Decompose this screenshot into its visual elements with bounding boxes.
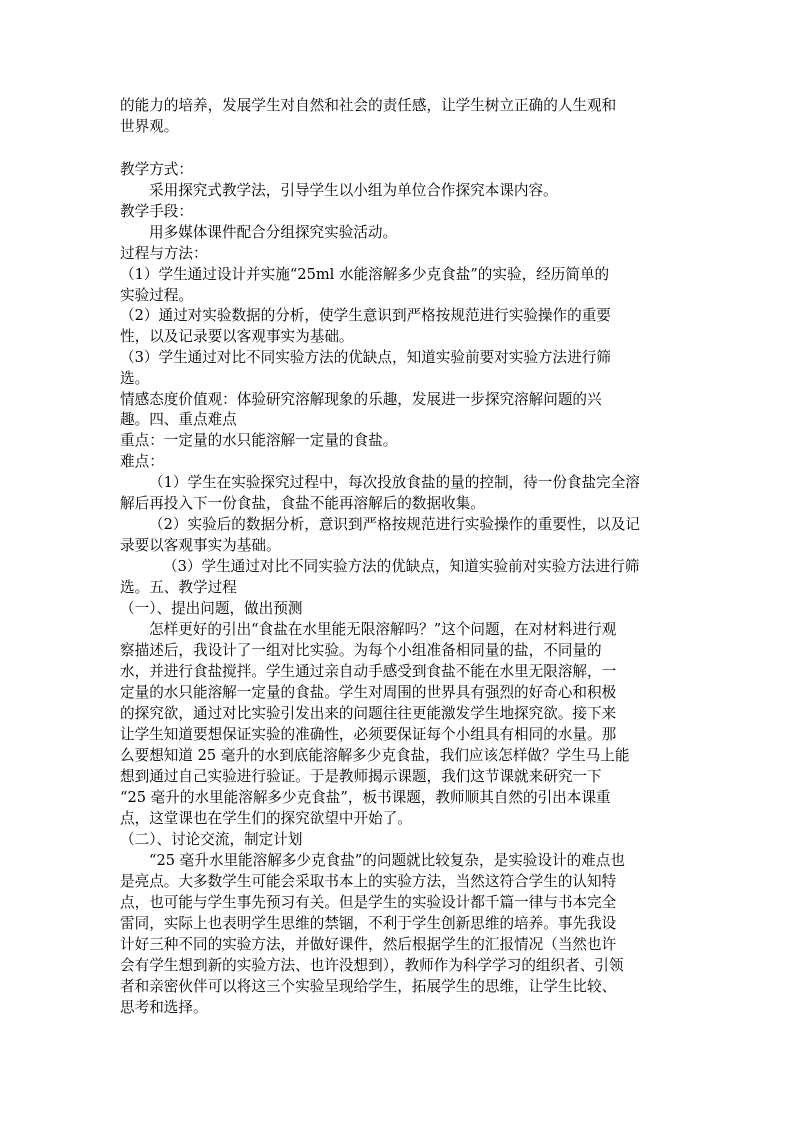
- text-line: 趣。四、重点难点: [120, 411, 237, 428]
- text-line: （1）学生通过设计并实施“25ml 水能溶解多少克食盐”的实验，经历简单的: [120, 266, 610, 283]
- text-line: 定量的水只能溶解一定量的食盐。学生对周围的世界具有强烈的好奇心和积极: [120, 684, 617, 701]
- text-line: 怎样更好的引出“食盐在水里能无限溶解吗？”这个问题，在对材料进行观: [149, 621, 617, 638]
- text-line: 选。: [120, 370, 150, 387]
- text-line: 计好三种不同的实验方法，并做好课件，然后根据学生的汇报情况（当然也许: [120, 936, 617, 953]
- section-heading: 教学方式：: [120, 161, 193, 178]
- text-line: （2）实验后的数据分析，意识到严格按规范进行实验操作的重要性，以及记: [149, 516, 640, 533]
- text-line: “25 毫升水里能溶解多少克食盐”的问题就比较复杂，是实验设计的难点也: [149, 852, 625, 869]
- text-line: 选。五、教学过程: [120, 579, 237, 596]
- text-line: （3）学生通过对比不同实验方法的优缺点，知道实验前对实验方法进行筛: [163, 558, 640, 575]
- text-line: 想到通过自己实验进行验证。于是教师揭示课题，我们这节课就来研究一下: [120, 768, 602, 785]
- text-line: 么要想知道 25 毫升的水到底能溶解多少克食盐，我们应该怎样做？学生马上能: [120, 747, 630, 764]
- text-line: 解后再投入下一份食盐，食盐不能再溶解后的数据收集。: [120, 495, 485, 512]
- text-line: 让学生知道要想保证实验的准确性，必须要保证每个小组具有相同的水量。那: [120, 726, 617, 743]
- text-line: “25 毫升的水里能溶解多少克食盐”，板书课题，教师顺其自然的引出本课重: [120, 789, 611, 806]
- text-line: 情感态度价值观：体验研究溶解现象的乐趣，发展进一步探究溶解问题的兴: [120, 391, 602, 408]
- text-line: （3）学生通过对比不同实验方法的优缺点，知道实验前要对实验方法进行筛: [120, 349, 611, 366]
- text-line: （1）学生在实验探究过程中，每次投放食盐的量的控制，待一份食盐完全溶: [149, 474, 640, 491]
- text-line: 用多媒体课件配合分组探究实验活动。: [149, 224, 398, 241]
- section-heading: 教学手段：: [120, 203, 193, 220]
- text-line: 思考和选择。: [120, 999, 208, 1016]
- text-line: 的探究欲，通过对比实验引发出来的问题往往更能激发学生地探究欲。接下来: [120, 705, 617, 722]
- text-line: 是亮点。大多数学生可能会采取书本上的实验方法，当然这符合学生的认知特: [120, 873, 617, 890]
- text-line: 者和亲密伙伴可以将这三个实验呈现给学生，拓展学生的思维，让学生比较、: [120, 978, 617, 995]
- text-line: 实验过程。: [120, 287, 193, 304]
- text-line: 重点：一定量的水只能溶解一定量的食盐。: [120, 432, 398, 449]
- text-line: 水，并进行食盐搅拌。学生通过亲自动手感受到食盐不能在水里无限溶解，一: [120, 663, 617, 680]
- text-line: （2）通过对实验数据的分析，使学生意识到严格按规范进行实验操作的重要: [120, 307, 611, 324]
- text-line: 点，也可能与学生事先预习有关。但是学生的实验设计都千篇一律与书本完全: [120, 894, 617, 911]
- section-heading: （二）、讨论交流，制定计划: [120, 831, 303, 848]
- text-line: 察描述后，我设计了一组对比实验。为每个小组准备相同量的盐，不同量的: [120, 642, 602, 659]
- text-line: 雷同，实际上也表明学生思维的禁锢，不利于学生创新思维的培养。事先我设: [120, 915, 617, 932]
- text-line: 的能力的培养，发展学生对自然和社会的责任感，让学生树立正确的人生观和: [120, 97, 617, 114]
- text-line: 点，这堂课也在学生们的探究欲望中开始了。: [120, 810, 412, 827]
- section-heading: 难点：: [120, 453, 164, 470]
- text-line: 采用探究式教学法，引导学生以小组为单位合作探究本课内容。: [149, 182, 558, 199]
- text-line: 性，以及记录要以客观事实为基础。: [120, 328, 354, 345]
- text-line: 世界观。: [120, 118, 179, 135]
- section-heading: 过程与方法：: [120, 245, 208, 262]
- text-line: 会有学生想到新的实验方法、也许没想到），教师作为科学学习的组织者、引领: [120, 957, 624, 974]
- section-heading: （一）、提出问题，做出预测: [120, 600, 303, 617]
- text-line: 录要以客观事实为基础。: [120, 537, 281, 554]
